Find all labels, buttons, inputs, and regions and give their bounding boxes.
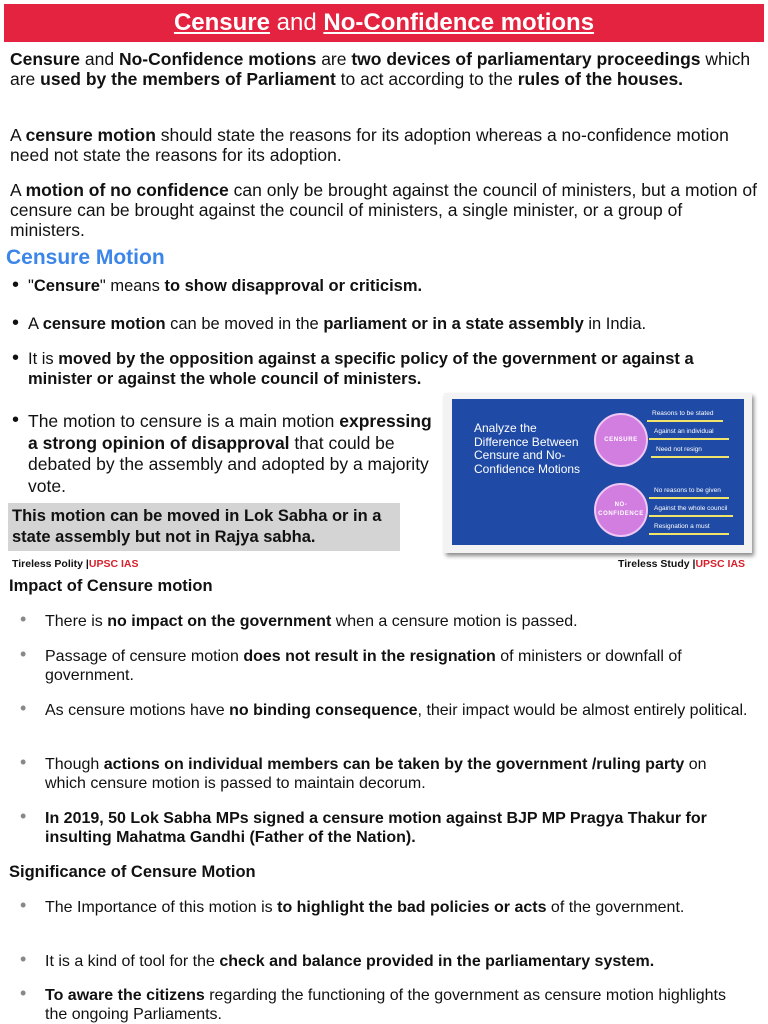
- intro-paragraph-3: A motion of no confidence can only be brought against the council of ministers, but a motion of censure can be brought against the council of ministers, a single minister, or a group of ministers.: [10, 180, 757, 240]
- bullet-icon: •: [12, 347, 20, 369]
- list-item: • Though actions on individual members can be taken by the government /ruling party on which censure motion is passed to maintain decorum.: [20, 752, 707, 792]
- list-item: • A censure motion can be moved in the parliament or in a state assembly in India.: [12, 312, 647, 334]
- underline-icon: [651, 456, 729, 458]
- significance-heading: Significance of Censure Motion: [9, 863, 256, 881]
- bullet-icon: •: [12, 274, 20, 296]
- underline-icon: [649, 533, 729, 535]
- bullet-icon: •: [20, 983, 27, 1003]
- list-item: • It is moved by the opposition against a specific policy of the government or against a minister or against the whole council of ministers.: [12, 347, 694, 388]
- bullet-icon: •: [20, 806, 27, 826]
- bullet-icon: •: [12, 409, 20, 431]
- censure-circle: CENSURE: [594, 413, 648, 467]
- bullet-icon: •: [20, 698, 27, 718]
- bullet-icon: •: [20, 609, 27, 629]
- censure-point: Need not resign: [656, 446, 702, 453]
- list-item: • In 2019, 50 Lok Sabha MPs signed a censure motion against BJP MP Pragya Thakur for insulting Mahatma Gandhi (Father of the Nation).: [20, 806, 707, 846]
- censure-motion-heading: Censure Motion: [6, 246, 165, 269]
- list-item: • The Importance of this motion is to highlight the bad policies or acts of the government.: [20, 895, 685, 916]
- noconf-point: Against the whole council: [654, 505, 728, 512]
- bullet-icon: •: [20, 752, 27, 772]
- list-item: • Passage of censure motion does not result in the resignation of ministers or downfall of government.: [20, 644, 682, 684]
- noconf-circle: NO-CONFIDENCE: [594, 483, 648, 537]
- noconf-point: No reasons to be given: [654, 487, 721, 494]
- underline-icon: [649, 438, 729, 440]
- note-box: This motion can be moved in Lok Sabha or in a state assembly but not in Rajya sabha.: [8, 503, 400, 551]
- noconf-point: Resignation a must: [654, 523, 710, 530]
- underline-icon: [647, 420, 723, 422]
- list-item: • It is a kind of tool for the check and balance provided in the parliamentary system.: [20, 949, 655, 970]
- bullet-icon: •: [20, 949, 27, 969]
- list-item: • The motion to censure is a main motion expressing a strong opinion of disapproval that could be debated by the assembly and adopted by a majority vote.: [12, 409, 432, 496]
- censure-point: Reasons to be stated: [652, 410, 714, 417]
- list-item: • "Censure" means to show disapproval or criticism.: [12, 274, 423, 296]
- infographic-panel: [452, 399, 744, 545]
- underline-icon: [649, 497, 729, 499]
- list-item: • There is no impact on the government when a censure motion is passed.: [20, 609, 578, 630]
- bullet-icon: •: [20, 644, 27, 664]
- credit-right: Tireless Study |UPSC IAS: [618, 558, 746, 570]
- credit-left: Tireless Polity |UPSC IAS: [12, 558, 139, 570]
- intro-paragraph-1: Censure and No-Confidence motions are two devices of parliamentary proceedings which are used by the members of Parliament to act according to the rules of the houses.: [10, 49, 751, 89]
- infographic-title: Analyze the Difference Between Censure and No-Confidence Motions: [474, 421, 581, 476]
- intro-paragraph-2: A censure motion should state the reasons for its adoption whereas a no-confidence motion need not state the reasons for its adoption.: [10, 125, 729, 165]
- bullet-icon: •: [12, 312, 20, 334]
- page-title: Censure and No-Confidence motions: [4, 4, 764, 42]
- bullet-icon: •: [20, 895, 27, 915]
- infographic: [444, 393, 752, 553]
- impact-heading: Impact of Censure motion: [9, 577, 213, 595]
- list-item: • As censure motions have no binding consequence, their impact would be almost entirely political.: [20, 698, 748, 719]
- censure-point: Against an individual: [654, 428, 714, 435]
- underline-icon: [649, 515, 733, 517]
- list-item: • To aware the citizens regarding the functioning of the government as censure motion highlights the ongoing Parliaments.: [20, 983, 726, 1023]
